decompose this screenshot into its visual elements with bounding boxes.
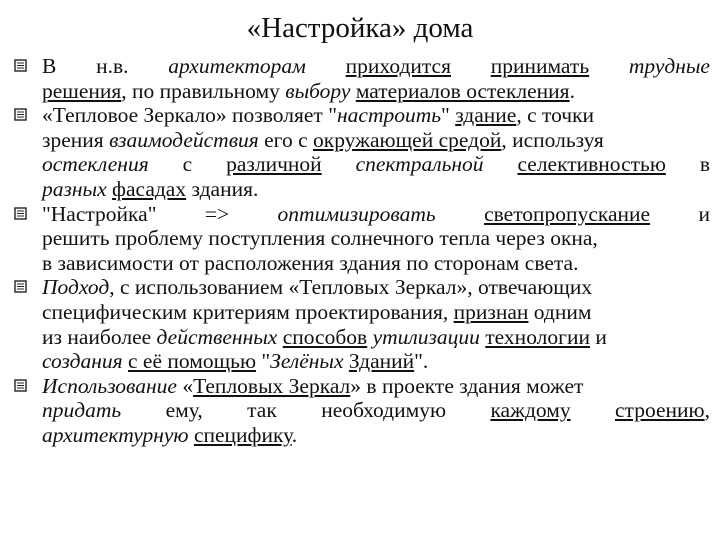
italic-text: Использование: [42, 373, 177, 398]
underlined-text: специфику: [193, 422, 292, 447]
text-line: [42, 54, 710, 79]
bullet-icon: [14, 280, 27, 293]
italic-text: архитектурную: [42, 422, 189, 447]
text-line: [42, 300, 710, 325]
plain-text: необходимую: [321, 398, 447, 423]
word: [166, 398, 203, 423]
word: [615, 398, 710, 423]
text-line: [42, 398, 710, 423]
plain-text: , с использованием «Тепловых Зеркал», отвечающих: [109, 275, 593, 300]
word: [247, 398, 277, 423]
text-line: [42, 349, 710, 374]
underlined-text: здание: [455, 103, 517, 128]
plain-text: с: [182, 152, 193, 177]
underlined-text: с её помощью: [128, 349, 257, 374]
italic-text: остекления: [42, 152, 149, 177]
plain-text: и: [589, 324, 607, 349]
word: [517, 152, 665, 177]
word: [321, 398, 446, 423]
text-line: [42, 325, 710, 350]
text-line: [42, 79, 710, 104]
underlined-text: признан: [453, 299, 529, 324]
text-line: [42, 177, 710, 202]
word: [205, 202, 229, 227]
text-line: [42, 128, 710, 153]
underlined-text: светопропускание: [484, 201, 651, 226]
word: [278, 202, 436, 227]
word: [42, 398, 121, 423]
underlined-text: фасадах: [112, 176, 187, 201]
underlined-text: Тепловых Зеркал: [193, 373, 351, 398]
plain-text: "Настройка": [42, 201, 157, 226]
word: [42, 202, 157, 227]
word: [42, 152, 149, 177]
plain-text: здания.: [186, 176, 259, 201]
plain-text: , по правильному: [121, 78, 286, 103]
italic-text: придать: [42, 398, 122, 423]
underlined-text: строению: [615, 398, 705, 423]
italic-text: оптимизировать: [277, 201, 436, 226]
text-line: [42, 275, 710, 300]
plain-text: зрения: [42, 127, 110, 152]
text-line: [42, 226, 710, 251]
plain-text: ".: [414, 349, 429, 374]
word: [346, 54, 451, 79]
plain-text: ему,: [165, 398, 203, 423]
italic-text: взаимодействия: [109, 127, 259, 152]
bullet-item: [14, 103, 710, 201]
plain-text: одним: [528, 299, 592, 324]
text-line: [42, 202, 710, 227]
bullet-item: [14, 374, 710, 448]
word: [491, 54, 589, 79]
underlined-text: селективностью: [517, 152, 666, 177]
plain-text: специфическим критериям проектирования,: [42, 299, 454, 324]
plain-text: .: [569, 78, 575, 103]
plain-text: В: [42, 54, 57, 78]
italic-text: спектральной: [355, 152, 484, 177]
plain-text: н.в.: [96, 54, 129, 78]
underlined-text: технологии: [485, 324, 590, 349]
text-line: [42, 374, 710, 399]
bullet-icon: [14, 108, 27, 121]
plain-text: , используя: [501, 127, 604, 152]
italic-text: архитекторам: [168, 54, 306, 78]
plain-text: =>: [204, 201, 230, 226]
italic-text: настроить: [336, 103, 442, 128]
plain-text: «: [176, 373, 194, 398]
word: [226, 152, 322, 177]
bullet-icon: [14, 379, 27, 392]
plain-text: его с: [258, 127, 314, 152]
text-line: [42, 251, 710, 276]
underlined-text: способов: [282, 324, 368, 349]
word: [42, 54, 56, 79]
word: [700, 152, 710, 177]
underlined-text: материалов остекления: [355, 78, 570, 103]
bullet-icon: [14, 59, 27, 72]
bullet-item: [14, 54, 710, 103]
slide-title: «Настройка» дома: [246, 12, 474, 44]
bullet-item: [14, 275, 710, 373]
text-line: [42, 423, 710, 448]
underlined-text: каждому: [490, 398, 571, 423]
plain-text: .: [291, 422, 298, 447]
italic-text: создания: [42, 349, 123, 374]
plain-text: ": [256, 349, 271, 374]
underlined-text: принимать: [490, 54, 590, 78]
word: [168, 54, 306, 79]
bullet-item: [14, 202, 710, 276]
word: [484, 202, 650, 227]
plain-text: «Тепловое Зеркало» позволяет ": [42, 103, 337, 128]
bullet-list: [14, 54, 710, 448]
word: [490, 398, 570, 423]
italic-text: действенных: [156, 324, 278, 349]
underlined-text: различной: [226, 152, 322, 177]
underlined-text: приходится: [345, 54, 451, 78]
word: [96, 54, 128, 79]
plain-text: в: [699, 152, 710, 177]
underlined-text: окружающей средой: [313, 127, 502, 152]
plain-text: в зависимости от расположения здания по сторонам света.: [42, 250, 579, 275]
plain-text: так: [247, 398, 277, 423]
plain-text: » в проекте здания может: [350, 373, 584, 398]
italic-text: трудные: [628, 54, 710, 78]
word: [183, 152, 193, 177]
italic-text: разных: [42, 176, 107, 201]
word: [698, 202, 710, 227]
plain-text: и: [698, 201, 710, 226]
italic-text: утилизации: [372, 324, 480, 349]
word: [629, 54, 710, 79]
bullet-icon: [14, 207, 27, 220]
italic-text: Подход: [42, 275, 110, 300]
word: [356, 152, 484, 177]
text-line: [42, 152, 710, 177]
plain-text: решить проблему поступления солнечного тепла через окна,: [42, 226, 598, 251]
punctuation: ,: [704, 398, 710, 423]
plain-text: из наиболее: [42, 324, 157, 349]
plain-text: ": [441, 103, 456, 128]
italic-text: выбору: [285, 78, 351, 103]
underlined-text: решения: [42, 78, 122, 103]
text-line: [42, 103, 710, 128]
plain-text: , с точки: [516, 103, 595, 128]
italic-text: Зелёных: [270, 349, 344, 374]
underlined-text: Зданий: [348, 349, 415, 374]
